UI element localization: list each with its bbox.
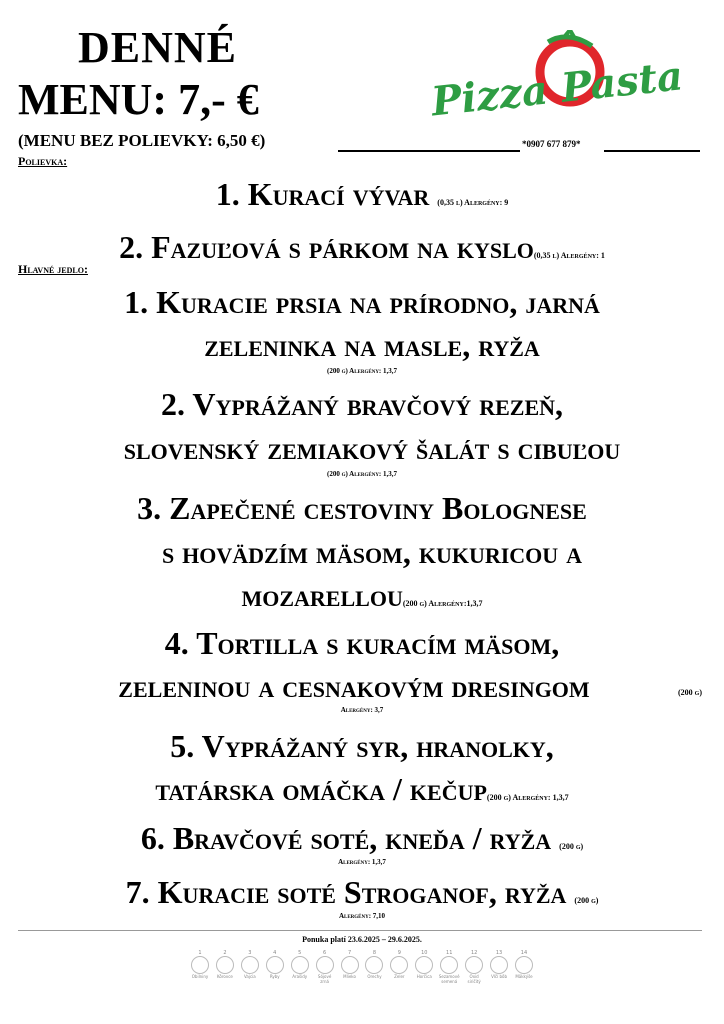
allergen-number: 2 xyxy=(223,950,227,956)
allergen-icon xyxy=(315,950,335,984)
allergen-icon xyxy=(439,950,459,984)
validity-text: Ponuka platí 23.6.2025 – 29.6.2025. xyxy=(302,935,422,944)
allergen-number: 3 xyxy=(248,950,252,956)
main-dish-line: 2. Vyprážaný bravčový rezeň, xyxy=(160,386,564,422)
divider xyxy=(338,150,520,152)
allergen-number: 6 xyxy=(323,950,327,956)
main-dish-weight: (200 g) xyxy=(574,896,599,905)
allergen-symbol-icon xyxy=(365,956,383,974)
allergen-icon xyxy=(340,950,360,984)
allergen-icon xyxy=(389,950,409,984)
main-dish-note: (200 g) Alergény: 1,3,7 xyxy=(326,367,398,375)
dish-text: zeleninou a cesnakovým dresingom xyxy=(118,668,590,704)
allergen-icon xyxy=(265,950,285,984)
allergen-symbol-icon xyxy=(291,956,309,974)
section-label-main: Hlavné jedlo: xyxy=(18,262,88,276)
footer-divider xyxy=(18,930,702,931)
menu-subtitle-no-soup: (MENU BEZ POLIEVKY: 6,50 €) xyxy=(18,131,266,150)
main-dish-line xyxy=(0,666,716,706)
dish-text: 6. Bravčové soté, kneďa / ryža xyxy=(140,820,552,856)
main-dish-line: 4. Tortilla s kuracím mäsom, xyxy=(164,625,560,661)
phone-number: *0907 677 879* xyxy=(522,139,581,149)
allergen-label: Mäkkýše xyxy=(515,974,533,979)
allergen-number: 7 xyxy=(347,950,352,956)
allergen-number: 1 xyxy=(198,950,202,956)
svg-text:Pizza Pasta: Pizza Pasta xyxy=(429,52,686,120)
allergen-label: Sójové zrná xyxy=(317,974,332,984)
menu-title-price: MENU: 7,- € xyxy=(18,75,259,124)
main-dish-weight: (200 g) xyxy=(559,842,584,851)
allergen-symbol-icon xyxy=(415,956,433,974)
allergen-number: 5 xyxy=(298,950,302,956)
menu-title-line1: DENNÉ xyxy=(78,23,238,72)
allergen-label: Vlčí bôb xyxy=(491,974,508,979)
allergen-label: Arašidy xyxy=(292,974,308,979)
allergen-symbol-icon xyxy=(465,956,483,974)
dish-text: 7. Kuracie soté Stroganof, ryža xyxy=(125,874,567,910)
main-dish-note: Alergény: 7,10 xyxy=(338,912,386,920)
allergen-symbol-icon xyxy=(341,956,359,974)
divider xyxy=(604,150,700,152)
allergen-icon xyxy=(240,950,260,984)
main-dish-note: Alergény: 1,3,7 xyxy=(338,858,386,866)
allergen-label: Oxid siričitý xyxy=(467,974,481,984)
allergen-symbol-icon xyxy=(241,956,259,974)
main-dish-line: zeleninka na masle, ryža xyxy=(204,327,540,363)
allergen-label: Orechy xyxy=(367,974,382,979)
main-dish-weight: (200 g) xyxy=(678,688,702,697)
allergen-label: Mlieko xyxy=(343,974,356,979)
allergen-label: Zeler xyxy=(394,974,405,979)
allergen-icon xyxy=(514,950,534,984)
soup-item xyxy=(0,227,724,276)
main-dish-note: (200 g) Alergény: 1,3,7 xyxy=(326,470,398,478)
main-dish-line: slovenský zemiakový šalát s cibuľou xyxy=(123,430,621,466)
pizza-pasta-logo xyxy=(420,30,700,120)
allergen-label: Obilniny xyxy=(191,974,209,979)
soup-note: (0,35 l) Alergény: 9 xyxy=(437,198,509,207)
allergen-symbol-icon xyxy=(266,956,284,974)
allergen-symbol-icon xyxy=(316,956,334,974)
dish-text: tatárska omáčka / kečup xyxy=(155,771,487,807)
main-dish-note: (200 g) Alergény: 1,3,7 xyxy=(486,793,569,802)
allergen-symbol-icon xyxy=(216,956,234,974)
soup-note: (0,35 l) Alergény: 1 xyxy=(533,251,605,260)
allergen-symbol-icon xyxy=(490,956,508,974)
allergen-number: 13 xyxy=(495,950,503,956)
main-dish-note: Alergény: 3,7 xyxy=(340,706,384,714)
allergen-number: 12 xyxy=(470,950,478,956)
allergen-icon xyxy=(215,950,235,984)
main-dish-line: 1. Kuracie prsia na prírodno, jarná xyxy=(124,284,600,320)
allergen-icons-row xyxy=(190,950,534,992)
main-dish-line xyxy=(0,575,724,624)
allergen-symbol-icon xyxy=(515,956,533,974)
allergen-label: Kôrovce xyxy=(216,974,233,979)
soup-name: 2. Fazuľová s párkom na kyslo xyxy=(119,229,534,265)
allergen-label: Vajcia xyxy=(243,974,256,979)
allergen-icon xyxy=(464,950,484,984)
allergen-icon xyxy=(364,950,384,984)
allergen-symbol-icon xyxy=(440,956,458,974)
allergen-symbol-icon xyxy=(390,956,408,974)
allergen-label: Ryby xyxy=(269,974,280,979)
dish-text: mozarellou xyxy=(241,577,403,613)
soup-item xyxy=(0,174,724,223)
allergen-label: Sezamové semená xyxy=(438,974,460,984)
allergen-number: 10 xyxy=(421,950,428,956)
main-dish-line: 5. Vyprážaný syr, hranolky, xyxy=(170,728,554,764)
allergen-number: 11 xyxy=(446,950,453,956)
allergen-number: 9 xyxy=(397,950,401,956)
section-label-soup: Polievka: xyxy=(18,154,68,168)
main-dish-line xyxy=(0,769,724,818)
main-dish-line: s hovädzím mäsom, kukuricou a xyxy=(161,534,583,570)
allergen-icon xyxy=(489,950,509,984)
allergen-number: 4 xyxy=(273,950,277,956)
allergen-number: 8 xyxy=(372,950,377,956)
allergen-icon xyxy=(290,950,310,984)
allergen-symbol-icon xyxy=(191,956,209,974)
allergen-label: Horčica xyxy=(416,974,432,979)
allergen-icon xyxy=(414,950,434,984)
main-dish-line: 3. Zapečené cestoviny Bolognese xyxy=(137,490,587,526)
soup-name: 1. Kurací vývar xyxy=(215,176,430,212)
allergen-icon xyxy=(190,950,210,984)
main-dish-note: (200 g) Alergény:1,3,7 xyxy=(402,599,483,608)
allergen-number: 14 xyxy=(520,950,528,956)
